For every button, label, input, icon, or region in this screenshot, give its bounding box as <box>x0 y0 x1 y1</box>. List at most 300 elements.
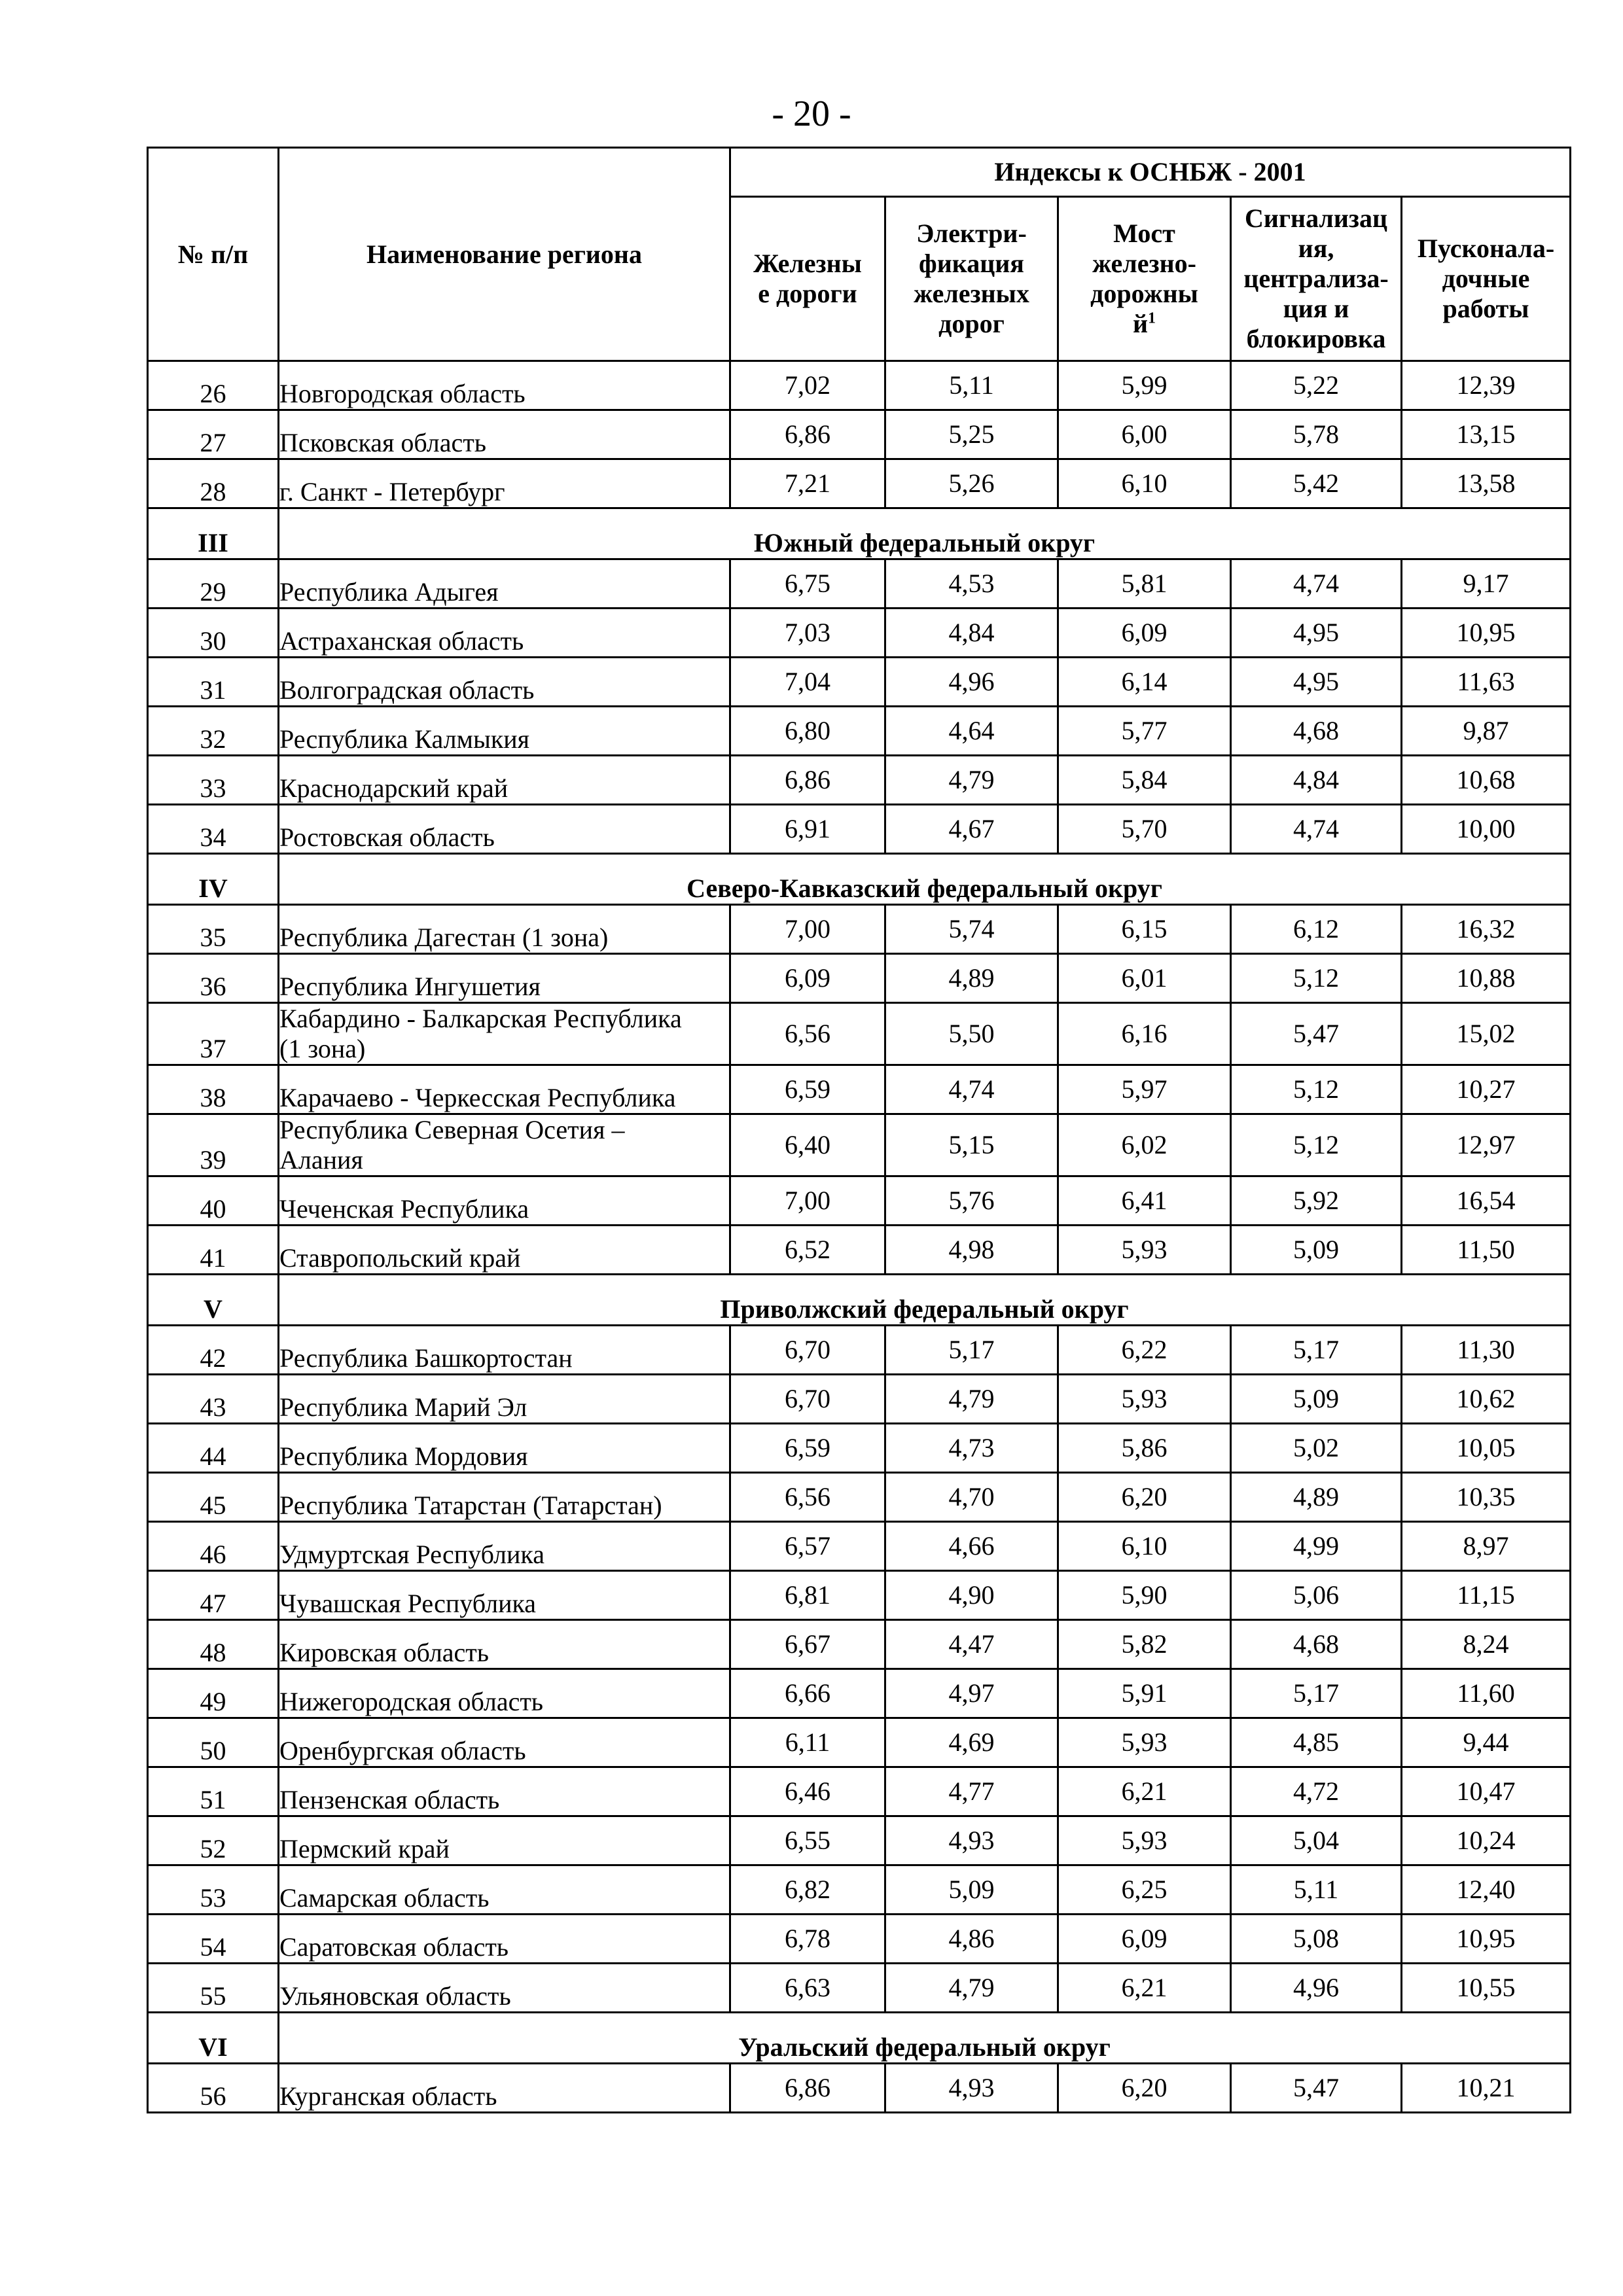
value-signaling: 5,12 <box>1231 954 1402 1003</box>
table-row <box>148 756 1571 805</box>
value-signaling: 4,72 <box>1231 1767 1402 1816</box>
value-bridge: 5,91 <box>1058 1669 1231 1718</box>
value-electrification: 4,93 <box>885 2064 1058 2113</box>
region-name <box>279 756 730 805</box>
value-signaling: 5,09 <box>1231 1226 1402 1275</box>
region-name <box>279 1571 730 1620</box>
value-railways: 7,00 <box>730 905 885 954</box>
region-name-line: Республика Ингушетия <box>279 972 541 1001</box>
value-bridge: 5,93 <box>1058 1375 1231 1424</box>
row-number: 54 <box>148 1915 279 1964</box>
value-railways: 6,86 <box>730 410 885 459</box>
table-row <box>148 1816 1571 1865</box>
section-title: Южный федеральный округ <box>279 508 1571 559</box>
value-bridge: 5,90 <box>1058 1571 1231 1620</box>
region-name-line: Пермский край <box>279 1834 450 1863</box>
region-name <box>279 905 730 954</box>
table-row <box>148 410 1571 459</box>
value-bridge: 5,81 <box>1058 559 1231 609</box>
value-railways: 6,70 <box>730 1326 885 1375</box>
region-name-line: Республика Адыгея <box>279 577 499 607</box>
value-railways: 6,91 <box>730 805 885 854</box>
region-name <box>279 1375 730 1424</box>
value-electrification: 4,74 <box>885 1065 1058 1114</box>
value-commissioning: 10,00 <box>1402 805 1571 854</box>
value-signaling: 5,09 <box>1231 1375 1402 1424</box>
row-number: 36 <box>148 954 279 1003</box>
value-commissioning: 10,35 <box>1402 1473 1571 1522</box>
value-electrification: 5,15 <box>885 1114 1058 1176</box>
row-number: 29 <box>148 559 279 609</box>
region-name-line: Псковская область <box>279 428 486 457</box>
value-electrification: 5,76 <box>885 1176 1058 1226</box>
value-electrification: 4,79 <box>885 1964 1058 2013</box>
region-name <box>279 658 730 707</box>
value-commissioning: 13,15 <box>1402 410 1571 459</box>
region-name-line: Краснодарский край <box>279 773 508 803</box>
page-number: - 20 - <box>772 94 851 134</box>
region-name <box>279 1424 730 1473</box>
value-electrification: 4,86 <box>885 1915 1058 1964</box>
region-name <box>279 1226 730 1275</box>
region-name <box>279 1114 730 1176</box>
value-railways: 7,03 <box>730 609 885 658</box>
table-row <box>148 1424 1571 1473</box>
value-railways: 6,40 <box>730 1114 885 1176</box>
value-railways: 6,56 <box>730 1003 885 1065</box>
value-bridge: 6,10 <box>1058 1522 1231 1571</box>
table-row <box>148 559 1571 609</box>
region-name <box>279 1176 730 1226</box>
table-row <box>148 1226 1571 1275</box>
value-signaling: 5,92 <box>1231 1176 1402 1226</box>
value-commissioning: 10,24 <box>1402 1816 1571 1865</box>
row-number: 55 <box>148 1964 279 2013</box>
header-col-commissioning: Пусконала- дочные работы <box>1402 197 1571 361</box>
value-signaling: 5,06 <box>1231 1571 1402 1620</box>
value-electrification: 5,11 <box>885 361 1058 410</box>
table-row <box>148 658 1571 707</box>
region-name-line: Кировская область <box>279 1638 490 1667</box>
region-name-line: Самарская область <box>279 1883 490 1913</box>
value-signaling: 6,12 <box>1231 905 1402 954</box>
value-railways: 6,52 <box>730 1226 885 1275</box>
value-railways: 7,02 <box>730 361 885 410</box>
table-row <box>148 1718 1571 1767</box>
row-number: 37 <box>148 1003 279 1065</box>
table-row <box>148 1571 1571 1620</box>
value-bridge: 6,21 <box>1058 1767 1231 1816</box>
value-commissioning: 12,39 <box>1402 361 1571 410</box>
table-row <box>148 1003 1571 1065</box>
value-commissioning: 10,27 <box>1402 1065 1571 1114</box>
value-bridge: 5,82 <box>1058 1620 1231 1669</box>
table-row <box>148 1964 1571 2013</box>
region-name <box>279 1915 730 1964</box>
value-commissioning: 11,60 <box>1402 1669 1571 1718</box>
value-electrification: 4,98 <box>885 1226 1058 1275</box>
value-bridge: 5,99 <box>1058 361 1231 410</box>
region-name-line: Ростовская область <box>279 822 495 852</box>
value-signaling: 5,17 <box>1231 1326 1402 1375</box>
section-title: Приволжский федеральный округ <box>279 1275 1571 1326</box>
value-electrification: 5,17 <box>885 1326 1058 1375</box>
value-signaling: 5,22 <box>1231 361 1402 410</box>
value-commissioning: 10,68 <box>1402 756 1571 805</box>
table-row <box>148 707 1571 756</box>
row-number: 45 <box>148 1473 279 1522</box>
value-electrification: 4,53 <box>885 559 1058 609</box>
value-signaling: 4,84 <box>1231 756 1402 805</box>
value-commissioning: 12,97 <box>1402 1114 1571 1176</box>
region-name-line: Республика Мордовия <box>279 1441 528 1471</box>
value-bridge: 5,84 <box>1058 756 1231 805</box>
value-commissioning: 9,17 <box>1402 559 1571 609</box>
value-electrification: 5,25 <box>885 410 1058 459</box>
value-railways: 6,09 <box>730 954 885 1003</box>
row-number: 35 <box>148 905 279 954</box>
value-signaling: 5,78 <box>1231 410 1402 459</box>
value-electrification: 5,09 <box>885 1865 1058 1915</box>
value-commissioning: 10,95 <box>1402 609 1571 658</box>
value-bridge: 6,16 <box>1058 1003 1231 1065</box>
value-railways: 6,67 <box>730 1620 885 1669</box>
value-signaling: 5,08 <box>1231 1915 1402 1964</box>
value-commissioning: 8,24 <box>1402 1620 1571 1669</box>
region-name <box>279 361 730 410</box>
row-number: 31 <box>148 658 279 707</box>
region-name <box>279 1964 730 2013</box>
value-commissioning: 10,95 <box>1402 1915 1571 1964</box>
value-bridge: 6,09 <box>1058 1915 1231 1964</box>
value-railways: 6,59 <box>730 1424 885 1473</box>
value-commissioning: 10,88 <box>1402 954 1571 1003</box>
region-name-line: Новгородская область <box>279 379 526 408</box>
header-col-bridge: Мост железно- дорожны $й^1$ <box>1058 197 1231 361</box>
row-number: 44 <box>148 1424 279 1473</box>
footnote-mark: 1 <box>1148 309 1156 327</box>
value-signaling: 5,04 <box>1231 1816 1402 1865</box>
row-number: 47 <box>148 1571 279 1620</box>
region-name <box>279 1767 730 1816</box>
value-commissioning: 10,47 <box>1402 1767 1571 1816</box>
value-commissioning: 10,05 <box>1402 1424 1571 1473</box>
region-name <box>279 1816 730 1865</box>
value-electrification: 5,74 <box>885 905 1058 954</box>
table-row <box>148 1375 1571 1424</box>
value-bridge: 6,10 <box>1058 459 1231 508</box>
value-bridge: 5,93 <box>1058 1816 1231 1865</box>
value-bridge: 6,20 <box>1058 2064 1231 2113</box>
row-number: 49 <box>148 1669 279 1718</box>
value-electrification: 4,66 <box>885 1522 1058 1571</box>
region-name-line: Ульяновская область <box>279 1981 511 2011</box>
table-body <box>148 361 1571 2113</box>
value-electrification: 5,50 <box>885 1003 1058 1065</box>
value-electrification: 5,26 <box>885 459 1058 508</box>
value-electrification: 4,67 <box>885 805 1058 854</box>
value-bridge: 6,20 <box>1058 1473 1231 1522</box>
region-name <box>279 459 730 508</box>
value-commissioning: 10,62 <box>1402 1375 1571 1424</box>
region-name <box>279 559 730 609</box>
value-signaling: 4,99 <box>1231 1522 1402 1571</box>
region-name-line: (1 зона) <box>279 1034 366 1063</box>
row-number: 42 <box>148 1326 279 1375</box>
value-commissioning: 10,55 <box>1402 1964 1571 2013</box>
table-row <box>148 609 1571 658</box>
region-name-line: Саратовская область <box>279 1932 509 1962</box>
row-number: 32 <box>148 707 279 756</box>
table-row <box>148 1669 1571 1718</box>
region-name-line: Республика Северная Осетия – <box>279 1115 625 1144</box>
value-signaling: 5,02 <box>1231 1424 1402 1473</box>
value-electrification: 4,79 <box>885 1375 1058 1424</box>
value-electrification: 4,77 <box>885 1767 1058 1816</box>
section-title: Северо-Кавказский федеральный округ <box>279 854 1571 905</box>
region-name-line: Волгоградская область <box>279 675 535 705</box>
value-commissioning: 15,02 <box>1402 1003 1571 1065</box>
row-number: 26 <box>148 361 279 410</box>
header-col-signaling: Сигнализац ия, централиза- ция и блокировка <box>1231 197 1402 361</box>
value-electrification: 4,64 <box>885 707 1058 756</box>
region-name-line: Республика Башкортостан <box>279 1343 573 1373</box>
header-num: № п/п <box>148 148 279 361</box>
region-name-line: Республика Татарстан (Татарстан) <box>279 1491 662 1520</box>
value-signaling: 5,47 <box>1231 1003 1402 1065</box>
row-number: 33 <box>148 756 279 805</box>
region-name-line: Алания <box>279 1145 363 1174</box>
section-number: IV <box>148 854 279 905</box>
value-commissioning: 10,21 <box>1402 2064 1571 2113</box>
region-name <box>279 1718 730 1767</box>
region-name-line: Республика Марий Эл <box>279 1392 527 1422</box>
table-row <box>148 459 1571 508</box>
region-name <box>279 1473 730 1522</box>
value-bridge: 6,14 <box>1058 658 1231 707</box>
value-bridge: 6,41 <box>1058 1176 1231 1226</box>
value-commissioning: 9,44 <box>1402 1718 1571 1767</box>
value-railways: 6,57 <box>730 1522 885 1571</box>
value-signaling: 4,68 <box>1231 1620 1402 1669</box>
table-row <box>148 1065 1571 1114</box>
value-bridge: 5,70 <box>1058 805 1231 854</box>
row-number: 30 <box>148 609 279 658</box>
value-signaling: 4,95 <box>1231 609 1402 658</box>
value-signaling: 4,74 <box>1231 559 1402 609</box>
value-bridge: 6,22 <box>1058 1326 1231 1375</box>
region-name <box>279 707 730 756</box>
value-bridge: 5,93 <box>1058 1226 1231 1275</box>
value-railways: 6,86 <box>730 756 885 805</box>
table-row <box>148 1915 1571 1964</box>
value-railways: 6,11 <box>730 1718 885 1767</box>
value-commissioning: 11,50 <box>1402 1226 1571 1275</box>
header-index-group: Индексы к ОСНБЖ - 2001 <box>730 148 1571 197</box>
value-bridge: 6,01 <box>1058 954 1231 1003</box>
region-name <box>279 1620 730 1669</box>
row-number: 51 <box>148 1767 279 1816</box>
value-electrification: 4,93 <box>885 1816 1058 1865</box>
value-bridge: 6,00 <box>1058 410 1231 459</box>
region-name-line: Ставропольский край <box>279 1243 521 1273</box>
header-region-name: Наименование региона <box>279 148 730 361</box>
value-bridge: 6,15 <box>1058 905 1231 954</box>
value-railways: 6,63 <box>730 1964 885 2013</box>
row-number: 27 <box>148 410 279 459</box>
value-railways: 6,55 <box>730 1816 885 1865</box>
header-col-electrification: Электри- фикация железных дорог <box>885 197 1058 361</box>
value-electrification: 4,89 <box>885 954 1058 1003</box>
value-commissioning: 8,97 <box>1402 1522 1571 1571</box>
row-number: 38 <box>148 1065 279 1114</box>
table-row <box>148 805 1571 854</box>
value-bridge: 6,02 <box>1058 1114 1231 1176</box>
section-row <box>148 854 1571 905</box>
value-electrification: 4,47 <box>885 1620 1058 1669</box>
value-bridge: 6,25 <box>1058 1865 1231 1915</box>
region-index-table <box>147 147 1571 2113</box>
value-signaling: 5,12 <box>1231 1114 1402 1176</box>
value-commissioning: 11,15 <box>1402 1571 1571 1620</box>
value-railways: 7,04 <box>730 658 885 707</box>
region-name <box>279 1065 730 1114</box>
value-bridge: 5,77 <box>1058 707 1231 756</box>
value-railways: 7,21 <box>730 459 885 508</box>
section-title: Уральский федеральный округ <box>279 2013 1571 2064</box>
row-number: 39 <box>148 1114 279 1176</box>
region-name <box>279 1326 730 1375</box>
value-commissioning: 9,87 <box>1402 707 1571 756</box>
region-name-line: г. Санкт - Петербург <box>279 477 505 506</box>
region-name <box>279 954 730 1003</box>
region-name <box>279 2064 730 2113</box>
region-name-line: Удмуртская Республика <box>279 1540 544 1569</box>
row-number: 56 <box>148 2064 279 2113</box>
value-electrification: 4,84 <box>885 609 1058 658</box>
row-number: 43 <box>148 1375 279 1424</box>
value-electrification: 4,96 <box>885 658 1058 707</box>
section-row <box>148 2013 1571 2064</box>
value-bridge: 5,86 <box>1058 1424 1231 1473</box>
region-name <box>279 410 730 459</box>
region-name <box>279 1669 730 1718</box>
value-bridge: 6,09 <box>1058 609 1231 658</box>
value-railways: 6,70 <box>730 1375 885 1424</box>
section-row <box>148 508 1571 559</box>
value-signaling: 5,47 <box>1231 2064 1402 2113</box>
row-number: 52 <box>148 1816 279 1865</box>
region-name-line: Чеченская Республика <box>279 1194 529 1224</box>
region-name-line: Республика Калмыкия <box>279 724 530 754</box>
section-number: III <box>148 508 279 559</box>
value-electrification: 4,70 <box>885 1473 1058 1522</box>
value-signaling: 4,74 <box>1231 805 1402 854</box>
region-name-line: Астраханская область <box>279 626 524 656</box>
section-number: V <box>148 1275 279 1326</box>
value-commissioning: 13,58 <box>1402 459 1571 508</box>
region-name-line: Кабардино - Балкарская Республика <box>279 1004 682 1033</box>
value-signaling: 5,17 <box>1231 1669 1402 1718</box>
value-commissioning: 11,63 <box>1402 658 1571 707</box>
value-commissioning: 11,30 <box>1402 1326 1571 1375</box>
value-signaling: 5,12 <box>1231 1065 1402 1114</box>
row-number: 53 <box>148 1865 279 1915</box>
table-row <box>148 905 1571 954</box>
table-row <box>148 361 1571 410</box>
region-name <box>279 1865 730 1915</box>
value-signaling: 4,96 <box>1231 1964 1402 2013</box>
value-railways: 6,82 <box>730 1865 885 1915</box>
value-railways: 6,75 <box>730 559 885 609</box>
row-number: 48 <box>148 1620 279 1669</box>
region-name-line: Чувашская Республика <box>279 1589 537 1618</box>
value-railways: 6,86 <box>730 2064 885 2113</box>
region-name-line: Нижегородская область <box>279 1687 544 1716</box>
value-signaling: 5,11 <box>1231 1865 1402 1915</box>
value-signaling: 4,85 <box>1231 1718 1402 1767</box>
region-name-line: Пензенская область <box>279 1785 500 1814</box>
table-row <box>148 1176 1571 1226</box>
row-number: 41 <box>148 1226 279 1275</box>
value-commissioning: 12,40 <box>1402 1865 1571 1915</box>
region-name <box>279 1522 730 1571</box>
value-signaling: 4,89 <box>1231 1473 1402 1522</box>
row-number: 28 <box>148 459 279 508</box>
value-electrification: 4,73 <box>885 1424 1058 1473</box>
region-name-line: Оренбургская область <box>279 1736 526 1765</box>
region-name <box>279 1003 730 1065</box>
region-name-line: Курганская область <box>279 2081 497 2111</box>
row-number: 34 <box>148 805 279 854</box>
table-row <box>148 1620 1571 1669</box>
value-signaling: 4,68 <box>1231 707 1402 756</box>
value-signaling: 5,42 <box>1231 459 1402 508</box>
value-railways: 6,66 <box>730 1669 885 1718</box>
table-row <box>148 954 1571 1003</box>
table-row <box>148 1865 1571 1915</box>
region-name-line: Республика Дагестан (1 зона) <box>279 923 609 952</box>
value-bridge: 6,21 <box>1058 1964 1231 2013</box>
value-commissioning: 16,54 <box>1402 1176 1571 1226</box>
table-row <box>148 1473 1571 1522</box>
value-railways: 7,00 <box>730 1176 885 1226</box>
region-name-line: Карачаево - Черкесская Республика <box>279 1083 676 1112</box>
value-bridge: 5,93 <box>1058 1718 1231 1767</box>
table-row <box>148 1326 1571 1375</box>
table-row <box>148 1767 1571 1816</box>
row-number: 46 <box>148 1522 279 1571</box>
value-electrification: 4,97 <box>885 1669 1058 1718</box>
table-row <box>148 1114 1571 1176</box>
row-number: 50 <box>148 1718 279 1767</box>
value-signaling: 4,95 <box>1231 658 1402 707</box>
table-row <box>148 1522 1571 1571</box>
value-railways: 6,78 <box>730 1915 885 1964</box>
row-number: 40 <box>148 1176 279 1226</box>
region-name <box>279 805 730 854</box>
header-col-railways: Железны е дороги <box>730 197 885 361</box>
value-bridge: 5,97 <box>1058 1065 1231 1114</box>
value-railways: 6,56 <box>730 1473 885 1522</box>
value-electrification: 4,69 <box>885 1718 1058 1767</box>
value-railways: 6,80 <box>730 707 885 756</box>
section-row <box>148 1275 1571 1326</box>
value-railways: 6,46 <box>730 1767 885 1816</box>
value-electrification: 4,79 <box>885 756 1058 805</box>
value-railways: 6,81 <box>730 1571 885 1620</box>
table-row <box>148 2064 1571 2113</box>
